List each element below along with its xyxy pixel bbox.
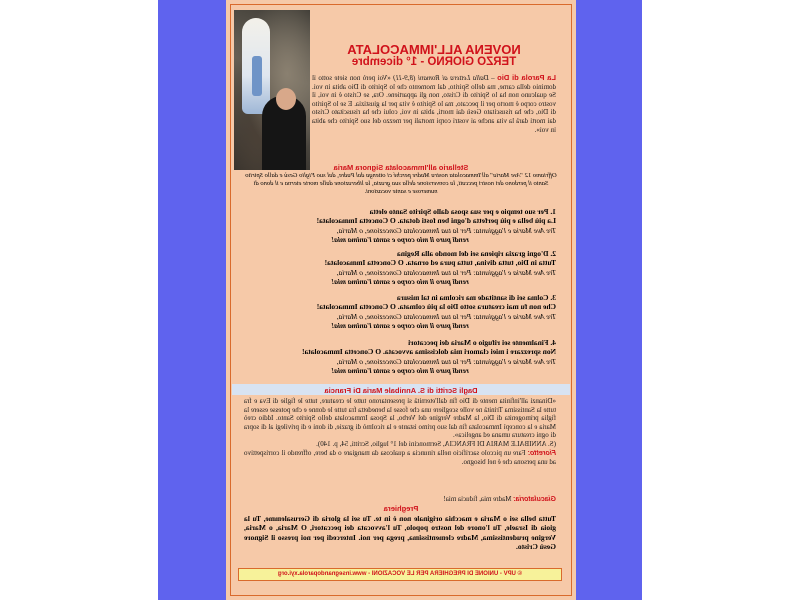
preghiera-text: Tutta bella sei o Maria e macchia originale non è in te. Tu sei la gloria di Gerusalemme, Tu la gioia di Israele, Tu l'onore del nostro popolo, Tu l'avvocata dei peccatori, O Maria, o Maria, Vergine prudentissima, Madre clementissima, prega per noi. Intercedi per noi presso il Signore Gesù Cristo.: [244, 514, 556, 552]
invocation-line: Che non fu mai creatura sotto Dio la più colmata. O Concetta Immacolata!: [316, 302, 556, 312]
invocation-line: La più bella e più perfetta d'ogni ben fosti dotata. O Concetta Immacolata!: [316, 216, 556, 226]
mirrored-content: [226, 0, 576, 600]
invocation-line: 1. Per suo tempio e per sua sposa dallo Spirito Santo eletta: [369, 207, 556, 216]
invocation-3: [244, 293, 556, 331]
fioretto-text: Fare un piccolo sacrificio nella rinuncia a qualcosa da mangiare o da bere, offrendo il corrispettivo ad una persona che è nel bisogno.: [243, 448, 556, 467]
intro-text: «Voi però non siete sotto il dominio della carne, ma dello Spirito, dal momento che lo Spirito di Dio abita in voi. Se qualcuno non ha lo Spirito di Cristo, non gli appartiene. Ora, se Cristo è in voi, il vostro corpo è morto per il peccato, ma lo Spirito è vita per la giustizia. E se lo Spirito di Dio, che ha risuscitato Gesù dai morti, abita in voi, colui che ha risuscitato Cristo dai morti darà la vita anche ai vostri corpi mortali per mezzo del suo Spirito che abita in voi».: [311, 74, 556, 134]
closing-line: rendi puro il mio corpo e santa l'anima mia!: [331, 321, 469, 331]
giaculatoria-label: Giaculatoria:: [513, 496, 556, 503]
invocation-1: [244, 207, 556, 245]
blue-sash: [252, 56, 262, 96]
giaculatoria-text: Madre mia, fiducia mia!: [443, 495, 512, 503]
preghiera-heading: Preghiera: [383, 504, 419, 513]
footer-banner: © UPV - UNIONE DI PREGHIERA PER LE VOCAZIONI - www.insegnandoparola.xyi.org: [238, 568, 562, 581]
invocation-line: Tutta in Dio, tutta divina, tutta pura ed ornata. O Concetta Immacolata!: [324, 258, 556, 268]
ave-line: Tre Ave Maria e l'aggiunta: Per la tua Immacolata Concezione, o Maria,: [336, 267, 556, 277]
document-page: [226, 0, 576, 600]
scritti-heading: Dagli Scritti di S. Annibale Maria Di Francia: [324, 386, 478, 395]
intro-heading: La Parola di Dio: [497, 73, 556, 82]
intro-paragraph: [312, 74, 556, 134]
closing-line: rendi puro il mio corpo e santa l'anima mia!: [331, 366, 469, 376]
madonna-lourdes-photo: [234, 10, 310, 170]
page-subtitle: TERZO GIORNO - 1° dicembre: [351, 56, 517, 68]
ave-line: Tre Ave Maria e l'aggiunta: Per la tua Immacolata Concezione, o Maria,: [336, 356, 556, 366]
stellario-heading: Stellario all'Immacolata Signora Maria: [333, 163, 469, 172]
closing-line: rendi puro il mio corpo e santa l'anima mia!: [331, 235, 469, 245]
intro-source: – Dalla Lettera ai Romani (8,9-11): [393, 74, 495, 82]
priest-face: [276, 88, 296, 110]
ave-line: Tre Ave Maria e l'aggiunta: Per la tua Immacolata Concezione, o Maria,: [336, 225, 556, 235]
invocation-line: 4. Finalmente sei rifugio o Maria dei peccatori: [408, 338, 556, 347]
scritti-citation: (S. ANNIBALE MARIA DI FRANCIA, Sermoncini del 1° luglio, Scritti, 54, p. 140).: [316, 439, 556, 448]
invocation-line: 3. Colma sei di santitade ma ricolma in tal misura: [396, 293, 556, 302]
right-blue-band: [576, 0, 642, 600]
invocation-2: [244, 249, 556, 287]
invocation-line: Non sprezzare i miei clamori mia dolcissima avvocata. O Concetta Immacolata!: [301, 347, 556, 357]
stellario-offering: Offriamo 12 "Ave Maria" all'Immacolata nostra Madre perché ci ottenga dal Padre, dal suo Figlio Gesù e dallo Spirito Santo il perdono dei nostri peccati, la conversione della sua grazia, la liberazione dalle morte eterna e il dono di numerose e sante vocazioni.: [245, 172, 557, 195]
fioretto-label: Fioretto:: [527, 449, 556, 457]
page-title: NOVENA ALL'IMMACOLATA: [347, 42, 521, 57]
invocation-4: [244, 338, 556, 376]
left-blue-band: [158, 0, 226, 600]
ave-line: Tre Ave Maria e l'aggiunta: Per la tua Immacolata Concezione, o Maria,: [336, 311, 556, 321]
closing-line: rendi puro il mio corpo e santa l'anima mia!: [331, 277, 469, 287]
invocation-line: 2. D'ogni grazia ripiena sei del mondo alla Regina: [397, 249, 556, 258]
scritti-paragraph: [244, 397, 556, 467]
scritti-text: «Dinanzi all'infinita mente di Dio fin dall'eternità si presentarono tutte le creature, tutte le figlie di Eva e fra tutte la Santissima Trinità ne volle scegliere una che fosse la benedetta fra tutte le donne e che potesse essere la figlia primogenita di Dio, la Madre Vergine del Verbo, la Sposa Immacolata dello Spirito Santo. Iddio creò Maria e la concepì Immacolata fin dal suo primo istante e la ricolmò di grazie, di doni e di privilegi al di sopra di ogni creatura umana ed angelica».: [244, 397, 556, 440]
